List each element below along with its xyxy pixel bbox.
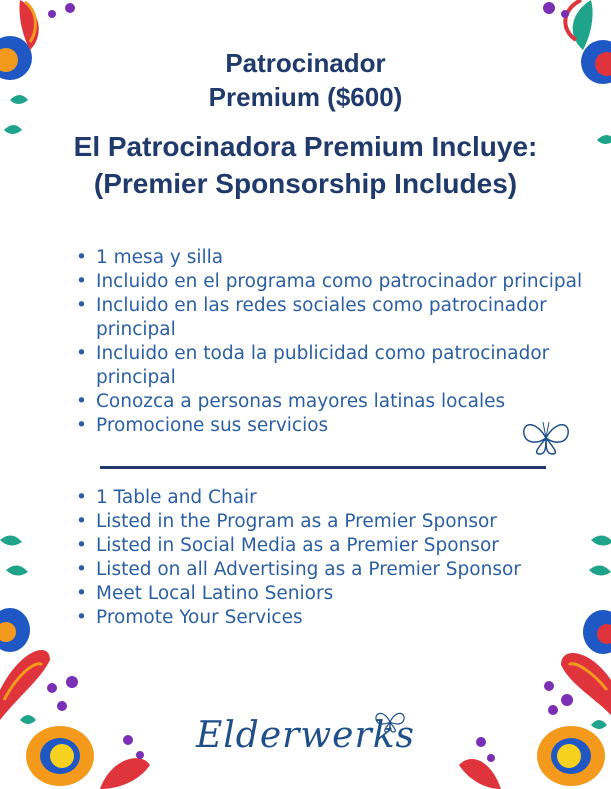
list-item: • Promocione sus servicios (96, 414, 586, 438)
list-item: • Incluido en el programa como patrocinador principal (96, 270, 586, 294)
english-benefits-list (96, 486, 586, 630)
heading-line-1: El Patrocinadora Premium Incluye: (73, 131, 538, 162)
butterfly-icon (516, 410, 576, 460)
heading-line-2: (Premier Sponsorship Includes) (93, 168, 518, 199)
list-item: • Conozca a personas mayores latinas locales (96, 390, 586, 414)
list-item: • Incluido en las redes sociales como patrocinador principal (96, 294, 586, 342)
title-line-1: Patrocinador (225, 48, 386, 78)
elderwerks-logo: Elderwerks (196, 715, 415, 756)
title-line-2: Premium ($600) (208, 82, 403, 112)
logo-butterfly-icon (372, 706, 408, 734)
spanish-benefits-list (96, 246, 586, 438)
list-item: • Promote Your Services (96, 606, 586, 630)
section-divider (100, 466, 546, 469)
list-item: • Listed on all Advertising as a Premier Sponsor (96, 558, 586, 582)
list-item: • Incluido en toda la publicidad como patrocinador principal (96, 342, 586, 390)
list-item: • Meet Local Latino Seniors (96, 582, 586, 606)
list-item: • Listed in Social Media as a Premier Sponsor (96, 534, 586, 558)
list-item: • Listed in the Program as a Premier Sponsor (96, 510, 586, 534)
list-item: • 1 mesa y silla (96, 246, 586, 270)
list-item: • 1 Table and Chair (96, 486, 586, 510)
